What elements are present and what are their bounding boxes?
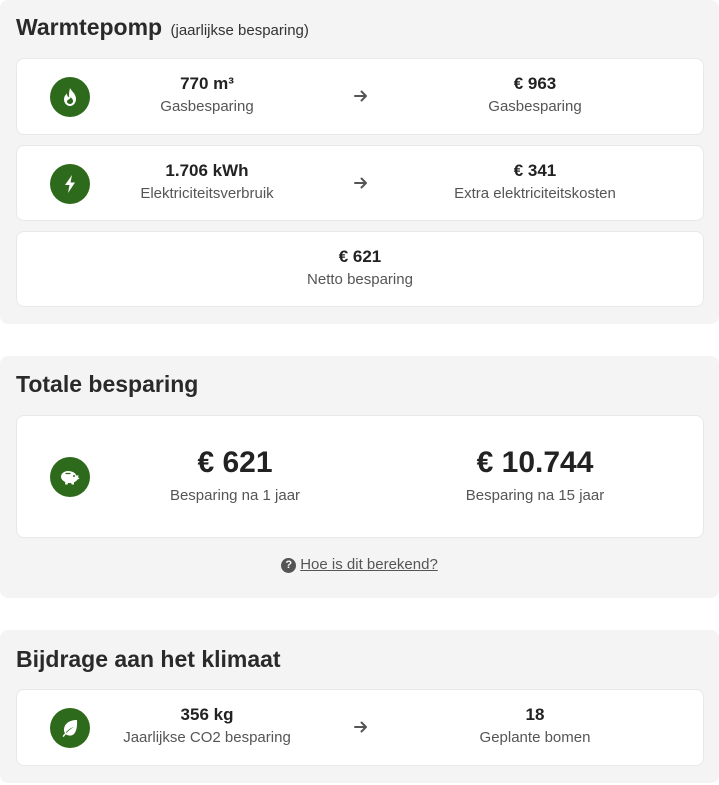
gas-money-label: Gasbesparing bbox=[488, 98, 582, 115]
arrow-right-icon bbox=[352, 174, 370, 192]
arrow-right-icon bbox=[352, 87, 370, 105]
electricity-amount-value: 1.706 kWh bbox=[165, 161, 249, 180]
gas-money-block bbox=[435, 74, 635, 117]
total-savings-section bbox=[0, 356, 719, 598]
net-savings-value: € 621 bbox=[338, 247, 382, 266]
calculation-help bbox=[0, 556, 719, 573]
savings-15-year-label: Besparing na 15 jaar bbox=[465, 487, 605, 504]
electricity-amount-block bbox=[107, 161, 307, 204]
piggy-bank-icon bbox=[50, 457, 90, 497]
lightning-icon bbox=[50, 164, 90, 204]
flame-icon bbox=[50, 77, 90, 117]
net-savings-block bbox=[17, 247, 703, 290]
heat-pump-section bbox=[0, 0, 719, 324]
savings-15-year-block bbox=[425, 446, 645, 506]
heat-pump-title-text: Warmtepomp bbox=[16, 14, 163, 40]
trees-block bbox=[435, 705, 635, 748]
co2-value: 356 kg bbox=[180, 705, 234, 724]
gas-amount-block bbox=[107, 74, 307, 117]
gas-savings-card bbox=[16, 58, 704, 135]
gas-money-value: € 963 bbox=[513, 74, 557, 93]
calculation-help-link[interactable]: Hoe is dit berekend? bbox=[300, 556, 438, 573]
net-savings-card bbox=[16, 231, 704, 307]
electricity-amount-label: Elektriciteitsverbruik bbox=[140, 185, 274, 202]
climate-card bbox=[16, 689, 704, 766]
electricity-money-label: Extra elektriciteitskosten bbox=[454, 185, 616, 202]
climate-section bbox=[0, 630, 719, 783]
arrow-right-icon bbox=[352, 718, 370, 736]
climate-title: Bijdrage aan het klimaat bbox=[16, 646, 281, 672]
electricity-card bbox=[16, 145, 704, 221]
heat-pump-subtitle: (jaarlijkse besparing) bbox=[170, 22, 309, 39]
total-savings-card bbox=[16, 415, 704, 538]
trees-value: 18 bbox=[525, 705, 545, 724]
trees-label: Geplante bomen bbox=[479, 729, 591, 746]
co2-label: Jaarlijkse CO2 besparing bbox=[123, 729, 291, 746]
gas-amount-label: Gasbesparing bbox=[160, 98, 254, 115]
gas-amount-value: 770 m³ bbox=[180, 74, 234, 93]
savings-15-year-value: € 10.744 bbox=[476, 446, 594, 479]
savings-1-year-value: € 621 bbox=[197, 446, 273, 479]
net-savings-label: Netto besparing bbox=[307, 271, 413, 288]
savings-1-year-label: Besparing na 1 jaar bbox=[169, 487, 301, 504]
total-savings-title: Totale besparing bbox=[16, 371, 199, 397]
electricity-money-block bbox=[425, 161, 645, 204]
savings-1-year-block bbox=[135, 446, 335, 506]
co2-block bbox=[107, 705, 307, 748]
heat-pump-title bbox=[16, 14, 309, 41]
question-icon: ? bbox=[281, 558, 296, 573]
electricity-money-value: € 341 bbox=[513, 161, 557, 180]
leaf-icon bbox=[50, 708, 90, 748]
